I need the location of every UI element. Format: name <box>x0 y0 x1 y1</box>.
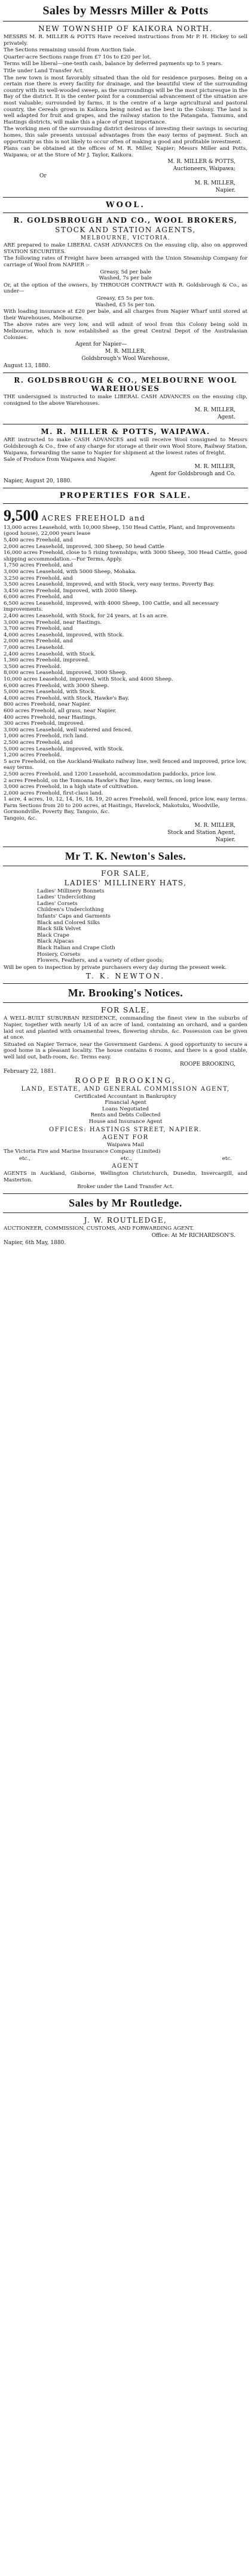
agent-label: AGENT <box>112 1163 139 1170</box>
newton-section <box>1 850 250 981</box>
firm-name: R. GOLDSBROUGH AND CO., WOOL BROKERS, <box>13 216 238 225</box>
date: February 22, 1881. <box>4 1068 56 1075</box>
routledge-section <box>1 1197 250 1247</box>
name: J. W. ROUTLEDGE, <box>84 1216 167 1225</box>
list-item: 2,400 acres Leasehold, with Stock, for 24 years, at 1s an acre. <box>4 613 169 620</box>
list-item: Children's Underclothing <box>37 907 104 913</box>
ad-paragraph: ARE prepared to make LIBERAL CASH ADVANCES On the ensuing clip, also on approved STATION SECURITIES. <box>4 242 247 255</box>
list-item: 16,000 acres Freehold, close to 5 rising townships, with 3000 Sheep, 300 Head Cattle, good shipping accommodation.—For Terms, Apply. <box>4 550 247 562</box>
list-item: 2,000 acres Freehold, and <box>4 638 73 645</box>
divider <box>3 1193 248 1194</box>
brooking-section <box>1 987 250 1190</box>
list-item: 3,500 acres Freehold. <box>4 663 62 670</box>
ad-paragraph: Sale of Produce from Waipawa and Napier. <box>4 457 117 463</box>
list-item: 1 acre, 4 acres, 10, 12, 14, 16, 18, 19, 20 acres Freehold, well fenced, price low, easy terms. <box>4 796 247 803</box>
list-item: 5,000 acres Leasehold, with Stock. <box>4 689 96 695</box>
ad-paragraph: The new town is most favorably situated than the old for residence purposes. Being on a certain rise there is every facility for drainage, and the beautiful view of the surrounding country with its well-wooded sweep, as the surroundings will be the most picturesque in the Bay of the district. It is the center point for a commercial advancement of the situation are most valuable; surrounded by farms, it is the centre of a large agricultural and pastoral country, the Cereals grown in Kaikora being noted as the best in the Colony. The land is well adapted for fruit and grapes, and the railway station to the Patangata, Tamumu, and Hastings districts, will make this a place of great importance. <box>4 75 247 125</box>
rate-line: Or, at the option of the owners, by THROUGH CONTRACT with R. Goldsbrough & Co., as under— <box>4 282 247 295</box>
signature: T. K. NEWTON. <box>85 972 166 981</box>
section-heading: Sales by Messrs Miller & Potts <box>42 4 209 17</box>
etc: etc. <box>222 1155 232 1162</box>
agency: The Victoria Fire and Marine Insurance Company (Limited) <box>4 1149 161 1155</box>
divider <box>3 983 248 984</box>
list-item: 2,000 acres Leasehold, improved, 300 Sheep, 50 head Cattle <box>4 543 164 550</box>
list-item: 2 acres Freehold, on the Tomoana Hawke's Bay line, easy terms, on long lease. <box>4 777 212 784</box>
headline-rest: ACRES FREEHOLD and <box>41 513 146 522</box>
list-item: 10,000 acres Leasehold, improved, with Stock, and 4000 Sheep. <box>4 676 173 682</box>
list-item: 3,000 acres Leasehold, well watered and fenced. <box>4 727 133 733</box>
list-item: Certificated Accountant in Bankruptcy <box>74 1093 177 1100</box>
list-item: House and Insurance Agent <box>88 1118 163 1125</box>
list-item: 600 acres Freehold, all grass, near Napier. <box>4 707 117 714</box>
miller-potts-section <box>1 4 250 194</box>
list-item: Rents and Debts Collected <box>90 1112 161 1119</box>
agency: Waipawa Mail <box>107 1141 144 1148</box>
list-item: 3,700 acres Freehold, and <box>4 626 73 632</box>
properties-section <box>1 491 250 844</box>
signature-line: Napier. <box>215 187 235 194</box>
signature: M. R. MILLER, <box>194 822 235 829</box>
ad-paragraph: Plans can be obtained at the offices of M. R. Miller, Napier; Messrs Miller and Potts, Waipawa; or at the Store of Mr J. Taylor, Kaikora. <box>4 146 247 158</box>
list-item: Hosiery, Corsets <box>37 951 81 958</box>
section-heading: PROPERTIES FOR SALE. <box>59 491 192 500</box>
agent-desc: Goldsbrough's Wool Warehouse, <box>81 356 170 362</box>
firm-desc: STOCK AND STATION AGENTS, <box>55 226 196 235</box>
ad-paragraph: Quarter-acre Sections range from £7 10s to £20 per lot. <box>4 54 151 60</box>
ad-paragraph: MESSRS M. R. MILLER & POTTS Have received instructions from Mr P. H. Hickey to sell privately. <box>4 34 247 47</box>
signature-line: Napier. <box>215 836 235 843</box>
etc-row <box>19 1156 232 1162</box>
list-item: 2,500 acres Freehold, and 1200 Leasehold, accommodation paddocks, price low. <box>4 771 216 777</box>
headline <box>4 507 247 525</box>
name-part: BROOKING, <box>115 1076 176 1085</box>
list-item: 3,000 acres Freehold, near Hastings. <box>4 619 102 626</box>
ad-title: WOOL. <box>106 201 145 210</box>
list-item: 3,000 acres Leasehold, with 5000 Sheep, Mohaka. <box>4 568 137 575</box>
date: Napier, 6th May, 1880. <box>4 1239 66 1246</box>
signature-line: Stock and Station Agent, <box>167 829 235 836</box>
agent-name: M. R. MILLER, <box>194 407 235 414</box>
ad-paragraph: With loading insurance at £20 per bale, and all charges from Napier Wharf until stored at their Warehouses, Melbourne. <box>4 309 247 321</box>
firm-place: MELBOURNE, VICTORIA. <box>80 235 171 242</box>
section-heading: Mr. Brooking's Notices. <box>68 987 183 999</box>
list-item: Ladies' Millinery Bonnets <box>37 888 105 894</box>
list-item: 13,000 acres Leasehold, with 10,000 Sheep, 150 Head Cattle, Plant, and Improvements (good house), 22,000 years lease <box>4 524 235 537</box>
list-item: Black Crape <box>37 932 69 938</box>
agent-label: Agent for Napier— <box>75 341 127 348</box>
ad-paragraph: AUCTIONEER, COMMISSION, CUSTOMS, AND FORWARDING AGENT. <box>4 1226 194 1232</box>
rate-line: Greasy, 5d per bale <box>100 269 151 275</box>
list-item: 400 acres Freehold, near Hastings. <box>4 714 97 721</box>
list-item: 6,000 acres Freehold, and <box>4 594 73 601</box>
list-item: Black Alpacas <box>37 938 74 945</box>
list-item: 5,400 acres Freehold, and <box>4 537 73 543</box>
list-item: Financial Agent <box>105 1100 146 1106</box>
list-item: 4,000 acres Freehold, with Stock, Hawke's Bay. <box>4 695 130 701</box>
ad-paragraph: The above rates are very low, and will admit of wool from this Colony being sold in Melbourne, which is now established as the great Central Depot of the Australasian Colonies. <box>4 322 247 341</box>
list-item: 3,450 acres Freehold, Improved, with 2000 Sheep. <box>4 587 138 594</box>
ad-title: FOR SALE, <box>101 869 150 878</box>
list-item: Ladies' Corsets <box>37 900 78 907</box>
list-item: Farm Sections from 20 to 200 acres, at Hastings, Havelock, Makotuku, Woodville, Gormondville, Poverty Bay, Tangoio, &c. <box>4 802 220 815</box>
list-item: 5 acre Freehold, on the Auckland-Waikato railway line, well fenced and improved, price low, easy terms. <box>4 758 247 771</box>
rate-line: Washed, 7s per bale <box>99 275 152 282</box>
signature: M. R. MILLER, <box>194 463 235 470</box>
list-item: 2,000 acres Freehold, first-class land. <box>4 790 103 796</box>
list-item: Black and Colored Silks <box>37 919 100 926</box>
ad-paragraph: Will be open to inspection by private purchasers every day during the present week. <box>4 964 226 971</box>
ad-paragraph: Title under Land Transfer Act. <box>4 67 84 74</box>
list-item: Black Italian and Crape Cloth <box>37 945 115 951</box>
list-item: 5,000 acres Leasehold, improved, with Stock. <box>4 746 124 752</box>
list-item: 1,000 acres Freehold, rich land. <box>4 733 88 740</box>
ad-paragraph: The following rates of Freight have been arranged with the Union Steamship Company for carriage of Wool from NAPIER :- <box>4 256 247 269</box>
list-item: Infants' Caps and Garments <box>37 913 111 920</box>
ad-title: NEW TOWNSHIP OF KAIKORA NORTH. <box>38 24 213 33</box>
etc: etc., <box>120 1155 132 1162</box>
goods-list <box>1 888 250 964</box>
list-item: Black Silk Velvet <box>37 926 81 932</box>
office: Office: At Mr RICHARDSON'S. <box>151 1232 235 1239</box>
ad-paragraph: Terms will be liberal—one-tenth cash, balance by deferred payments up to 5 years. <box>4 61 223 67</box>
divider <box>3 197 248 198</box>
divider <box>3 1212 248 1213</box>
list-item: 3,250 acres Freehold, and <box>4 575 73 581</box>
signature: ROOPE BROOKING, <box>179 1061 235 1067</box>
rate-line: Greasy, £5 5s per ton. <box>96 296 155 302</box>
services-list <box>1 1094 250 1125</box>
ad-paragraph: AGENTS in Auckland, Gisborne, Wellington Christchurch, Dunedin, Invercargill, and Masterton. <box>4 1171 247 1183</box>
office: OFFICES: HASTINGS STREET, NAPIER. <box>49 1126 202 1133</box>
ad-paragraph: The working men of the surrounding district desirous of investing their savings in securing homes, this sale presents unusual advantages from the easy terms of payment. Such an opportunity as this is not likely to occur often of making a good and profitable investment. <box>4 126 247 145</box>
agent-desc: Agent. <box>218 414 235 421</box>
list-item: 300 acres Freehold, improved. <box>4 721 85 727</box>
list-item: Loans Negotiated <box>102 1106 149 1112</box>
date: August 13, 1880. <box>4 363 50 370</box>
signature: M. R. MILLER, <box>194 180 235 187</box>
agent-for: AGENT FOR <box>102 1134 149 1141</box>
waipawa-section <box>1 427 250 484</box>
rate-line: Washed, £5 5s per ton. <box>95 301 156 308</box>
ad-paragraph: THE undersigned is instructed to make LIBERAL CASH ADVANCES on the ensuing clip, consigned to the above Warehouses. <box>4 394 247 407</box>
ad-paragraph: Situated on Napier Terrace, near the Government Gardens. A good opportunity to secure a good home in a pleasant locality. The house contains 6 rooms, and there is a good stable, well laid out, bath-room, &c. Terms easy. <box>4 1041 247 1060</box>
ad-paragraph: ARE instructed to make CASH ADVANCES and will receive Wool consigned to Messrs Goldsbrough & Co., free of any charge for storage at their own Wool Store, Railway Station, Waipawa, forwarding the same to Napier for shipment at the lowest rates of freight. <box>4 437 247 456</box>
list-item: 7,000 acres Leasehold. <box>4 645 65 651</box>
firm-name <box>1 1076 250 1085</box>
section-heading: Sales by Mr Routledge. <box>69 1197 182 1209</box>
ad-title: M. R. MILLER & POTTS, WAIPAWA. <box>41 427 210 436</box>
wool-section <box>1 201 250 421</box>
name-part: ROOPE <box>75 1076 111 1085</box>
signature-or: Or <box>39 173 47 180</box>
newspaper-column <box>0 0 251 1249</box>
list-item: 2,500 acres Freehold, and <box>4 739 73 746</box>
signature-line: Auctioneers, Waipawa; <box>173 166 235 173</box>
signature: M. R. MILLER & POTTS, <box>167 159 235 165</box>
ad-title: LADIES' MILLINERY HATS, <box>64 878 187 887</box>
list-item: 3,500 acres Leasehold, improved, and with Stock, very easy terms. Poverty Bay. <box>4 581 215 588</box>
agent-desc: LAND, ESTATE, AND GENERAL COMMISSION AGENT, <box>21 1085 230 1092</box>
list-item: 6,000 acres Freehold, with 3000 Sheep. <box>4 682 109 689</box>
list-item: Flowers, Feathers, and a variety of other goods; <box>37 958 164 964</box>
list-item: 4,000 acres Leasehold, improved, with Stock. <box>4 632 124 638</box>
ad-paragraph: The Sections remaining unsold from Auction Sale. <box>4 47 136 54</box>
divider <box>3 1002 248 1003</box>
agent-name: M. R. MILLER, <box>105 349 146 355</box>
signature-line: Agent for Goldsbrough and Co. <box>150 470 235 477</box>
list-item: 8,000 acres Leasehold, improved, 3000 Sheep. <box>4 670 127 676</box>
list-item: 800 acres Freehold, near Napier. <box>4 701 91 708</box>
firm-name: R. GOLDSBROUGH & CO., MELBOURNE WOOL WAREHOUSES <box>14 376 237 393</box>
property-list <box>1 525 250 822</box>
list-item: 6,500 acres Leasehold, improved, with 4000 Sheep, 100 Cattle, and all necessary improvements. <box>4 600 219 613</box>
list-item: Tangoio, &c. <box>4 815 37 822</box>
divider <box>3 503 248 504</box>
date: Napier, August 20, 1880. <box>4 478 72 484</box>
list-item: 1,360 acres Freehold, improved. <box>4 657 90 664</box>
section-heading: Mr T. K. Newton's Sales. <box>65 850 186 862</box>
broker-line: Broker under the Land Transfer Act. <box>77 1184 174 1190</box>
list-item: 2,400 acres Leasehold, with Stock. <box>4 651 96 657</box>
list-item: 3,000 acres Freehold, in a high state of cultivation. <box>4 784 139 790</box>
ad-title: FOR SALE, <box>101 1006 150 1015</box>
ad-paragraph: A WELL-BUILT SUBURBAN RESIDENCE, commanding the finest view in the suburbs of Napier, together with nearly 1/4 of an acre of land, containing an orchard, and a garden laid out and planted with ornamental trees, flowering shrubs, &c. Possession can be given at once. <box>4 1015 247 1041</box>
list-item: 1,750 acres Freehold, and <box>4 562 73 569</box>
etc: etc., <box>19 1155 31 1162</box>
list-item: Ladies' Underclothing <box>37 894 96 901</box>
big-number: 9,500 <box>4 506 39 524</box>
list-item: 1,200 acres Freehold. <box>4 752 62 759</box>
